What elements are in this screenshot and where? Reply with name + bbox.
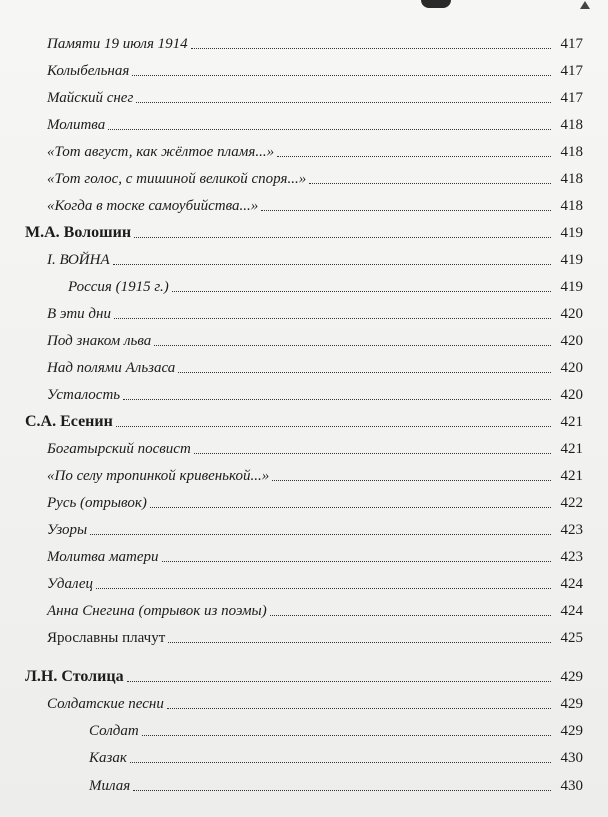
page-edge-mark: [421, 0, 451, 8]
toc-entry-title: Под знаком льва: [47, 333, 152, 349]
toc-entry-title: «Тот голос, с тишиной великой споря...»: [47, 171, 307, 187]
toc-entry-title: Русь (отрывок): [47, 495, 147, 511]
toc-entry-page: 420: [560, 306, 583, 322]
toc-entry-title: Ярославны плачут: [47, 630, 166, 646]
toc-entry-title: Майский снег: [47, 90, 134, 106]
dot-leader: [90, 534, 551, 535]
toc-entry-page: 417: [560, 90, 583, 106]
toc-entry-title: Россия (1915 г.): [68, 279, 169, 295]
toc-entry: [47, 622, 583, 648]
toc-section-heading: [47, 688, 583, 714]
toc-entry-page: 421: [560, 414, 583, 430]
toc-entry: [47, 82, 583, 108]
author-name: С.А. Есенин: [25, 413, 113, 430]
toc-entry: [47, 568, 583, 594]
toc-author-heading: [25, 406, 583, 432]
toc-entry-page: 423: [560, 522, 583, 538]
toc-entry-title: «По селу тропинкой кривенькой...»: [47, 468, 270, 484]
toc-entry-page: 418: [560, 117, 583, 133]
toc-entry: [47, 433, 583, 459]
dot-leader: [168, 642, 551, 643]
section-title: I. ВОЙНА: [47, 252, 110, 268]
toc-entry-title: В эти дни: [47, 306, 111, 322]
toc-entry-title: Усталость: [47, 387, 121, 403]
dot-leader: [261, 210, 551, 211]
toc-entry-title: Над полями Альзаса: [47, 360, 176, 376]
dot-leader: [114, 318, 551, 319]
dot-leader: [134, 237, 551, 238]
dot-leader: [142, 735, 551, 736]
dot-leader: [309, 183, 551, 184]
toc-entry-page: 430: [560, 778, 583, 794]
toc-entry-page: 420: [560, 387, 583, 403]
toc-entry-page: 425: [560, 630, 583, 646]
toc-entry-page: 422: [560, 495, 583, 511]
toc-entry: [47, 487, 583, 513]
toc-entry-title: Солдат: [89, 723, 139, 739]
toc-entry-page: 417: [560, 36, 583, 52]
dot-leader: [133, 790, 551, 791]
dot-leader: [194, 453, 551, 454]
toc-entry-page: 420: [560, 333, 583, 349]
toc-entry-page: 418: [560, 198, 583, 214]
toc-entry-page: 419: [560, 252, 583, 268]
toc-entry-page: 430: [560, 750, 583, 766]
toc-entry-page: 419: [560, 225, 583, 241]
dot-leader: [113, 264, 551, 265]
toc-entry-page: 424: [560, 603, 583, 619]
dot-leader: [277, 156, 551, 157]
toc-entry: [47, 541, 583, 567]
toc-author-heading: [25, 661, 583, 687]
dot-leader: [130, 762, 551, 763]
dot-leader: [132, 75, 551, 76]
toc-entry: [47, 325, 583, 351]
triangle-icon: [580, 1, 590, 9]
toc-entry: [47, 136, 583, 162]
dot-leader: [272, 480, 551, 481]
dot-leader: [167, 708, 551, 709]
toc-entry: [47, 514, 583, 540]
toc-entry: [47, 163, 583, 189]
toc-entry: [68, 271, 583, 297]
toc-entry: [47, 352, 583, 378]
author-name: М.А. Волошин: [25, 224, 132, 241]
toc-entry-page: 419: [560, 279, 583, 295]
section-title: Солдатские песни: [47, 696, 164, 712]
toc-entry-title: «Тот август, как жёлтое пламя...»: [47, 144, 275, 160]
toc-entry-page: 418: [560, 171, 583, 187]
toc-entry: [89, 770, 583, 796]
toc-entry: [47, 298, 583, 324]
toc-entry-page: 418: [560, 144, 583, 160]
toc-entry: [47, 55, 583, 81]
toc-entry-page: 417: [560, 63, 583, 79]
toc-entry-title: Удалец: [47, 576, 94, 592]
toc-entry-title: Колыбельная: [47, 63, 130, 79]
dot-leader: [162, 561, 551, 562]
toc-entry: [47, 595, 583, 621]
dot-leader: [108, 129, 551, 130]
toc-entry-page: 424: [560, 576, 583, 592]
dot-leader: [136, 102, 551, 103]
dot-leader: [127, 681, 551, 682]
toc-entry-title: «Когда в тоске самоубийства...»: [47, 198, 259, 214]
dot-leader: [123, 399, 551, 400]
toc-entry-title: Узоры: [47, 522, 88, 538]
toc-entry-page: 421: [560, 441, 583, 457]
toc-entry-page: 423: [560, 549, 583, 565]
toc-entry: [89, 742, 583, 768]
toc-entry-page: 429: [560, 696, 583, 712]
toc-author-heading: [25, 217, 583, 243]
toc-entry: [47, 190, 583, 216]
toc-entry-title: Анна Снегина (отрывок из поэмы): [47, 603, 267, 619]
dot-leader: [191, 48, 551, 49]
toc-entry-title: Памяти 19 июля 1914: [47, 36, 188, 52]
dot-leader: [154, 345, 551, 346]
toc-entry-page: 429: [560, 723, 583, 739]
dot-leader: [150, 507, 551, 508]
toc-entry: [47, 109, 583, 135]
dot-leader: [178, 372, 551, 373]
toc-entry-page: 420: [560, 360, 583, 376]
dot-leader: [172, 291, 551, 292]
dot-leader: [270, 615, 551, 616]
dot-leader: [96, 588, 551, 589]
toc-entry-title: Милая: [89, 778, 131, 794]
toc-entry-page: 421: [560, 468, 583, 484]
author-name: Л.Н. Столица: [25, 668, 124, 685]
toc-entry-title: Богатырский посвист: [47, 441, 191, 457]
toc-entry: [89, 715, 583, 741]
toc-entry: [47, 379, 583, 405]
dot-leader: [116, 426, 551, 427]
toc-entry: [47, 460, 583, 486]
toc-section-heading: [47, 244, 583, 270]
toc-entry-title: Молитва: [47, 117, 106, 133]
toc-entry-title: Казак: [89, 750, 127, 766]
toc-entry-page: 429: [560, 669, 583, 685]
toc-entry-title: Молитва матери: [47, 549, 159, 565]
toc-entry: [47, 28, 583, 54]
